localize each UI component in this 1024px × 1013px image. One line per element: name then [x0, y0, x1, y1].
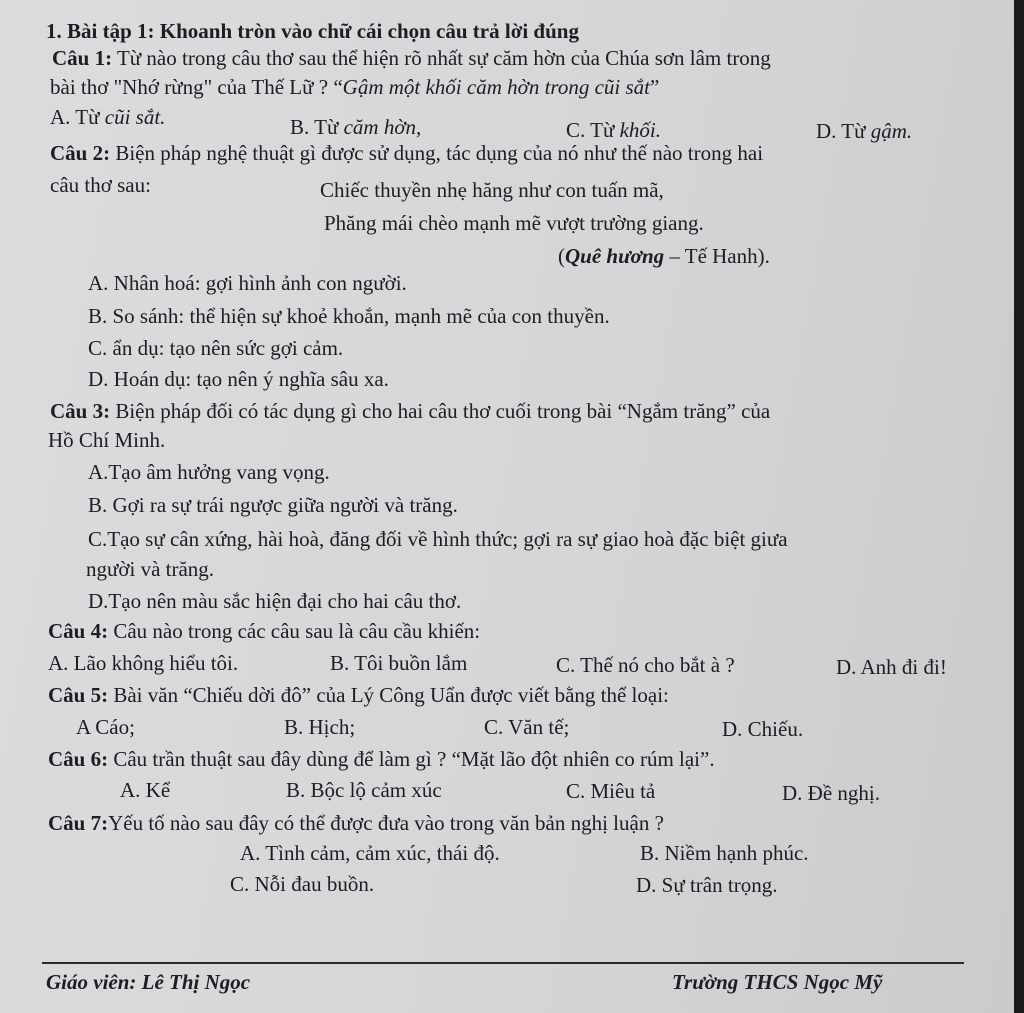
q1-option-c-word: khối.	[619, 118, 661, 142]
q1-text-2b: ”	[649, 75, 660, 99]
q2-line-2: câu thơ sau:	[50, 173, 151, 197]
q1-option-d-word: gậm.	[870, 119, 913, 143]
q3-option-d: D.Tạo nên màu sắc hiện đại cho hai câu thơ.	[88, 589, 462, 613]
q3-label: Câu 3:	[50, 399, 111, 423]
q4-text: Câu nào trong các câu sau là câu cầu khiến:	[113, 619, 481, 643]
exercise-title: 1. Bài tập 1: Khoanh tròn vào chữ cái chọn câu trả lời đúng	[46, 19, 579, 43]
q1-line-1	[52, 45, 771, 71]
q2-line-1	[50, 140, 763, 166]
q4-option-d: D. Anh đi đi!	[836, 655, 947, 679]
q6-line	[48, 746, 715, 772]
q4-line	[48, 618, 480, 644]
q1-option-b-prefix: B. Từ	[290, 115, 344, 139]
q2-source	[558, 243, 770, 269]
q5-line	[48, 682, 669, 708]
q2-label: Câu 2:	[50, 141, 111, 165]
q3-option-a: A.Tạo âm hưởng vang vọng.	[88, 460, 330, 484]
footer-divider	[42, 962, 964, 964]
footer-teacher: Giáo viên: Lê Thị Ngọc	[46, 970, 251, 994]
q5-option-d: D. Chiếu.	[722, 717, 804, 741]
q5-option-b: B. Hịch;	[284, 715, 356, 739]
q7-text: Yếu tố nào sau đây có thể được đưa vào trong văn bản nghị luận ?	[108, 811, 664, 835]
q3-option-c-line-1: C.Tạo sự cân xứng, hài hoà, đăng đối về hình thức; gợi ra sự giao hoà đặc biệt giưa	[88, 527, 788, 551]
q5-label: Câu 5:	[48, 683, 109, 707]
q1-option-b	[290, 114, 421, 140]
q2-option-a: A. Nhân hoá: gợi hình ảnh con người.	[88, 271, 407, 295]
q7-option-d: D. Sự trân trọng.	[636, 873, 778, 897]
q7-option-c: C. Nỗi đau buồn.	[230, 872, 375, 896]
q2-option-b: B. So sánh: thể hiện sự khoẻ khoắn, mạnh mẽ của con thuyền.	[88, 304, 610, 328]
q4-label: Câu 4:	[48, 619, 109, 643]
q3-option-c-line-2: người và trăng.	[86, 557, 215, 581]
q7-option-b: B. Niềm hạnh phúc.	[640, 841, 809, 865]
q4-option-a: A. Lão không hiểu tôi.	[48, 651, 239, 675]
q2-verse-2: Phăng mái chèo mạnh mẽ vượt trường giang.	[324, 211, 704, 235]
q1-option-c-prefix: C. Từ	[566, 118, 620, 142]
q1-option-b-word: căm hờn,	[343, 115, 422, 139]
q1-option-a	[50, 104, 165, 130]
q1-option-d-prefix: D. Từ	[816, 119, 871, 143]
q1-quote: Gậm một khối căm hờn trong cũi sắt	[342, 75, 650, 99]
q3-text-1: Biện pháp đối có tác dụng gì cho hai câu thơ cuối trong bài “Ngắm trăng” của	[115, 399, 771, 423]
q4-option-b: B. Tôi buồn lắm	[330, 651, 468, 675]
q7-option-a: A. Tình cảm, cảm xúc, thái độ.	[240, 841, 500, 865]
q2-option-d: D. Hoán dụ: tạo nên ý nghĩa sâu xa.	[88, 367, 389, 391]
q5-option-a: A Cáo;	[76, 715, 135, 739]
q6-label: Câu 6:	[48, 747, 109, 771]
q1-line-2	[50, 74, 659, 100]
q5-option-c: C. Văn tế;	[484, 715, 570, 739]
q1-text-2a: bài thơ "Nhớ rừng" của Thế Lữ ? “	[50, 75, 343, 99]
q1-option-a-prefix: A. Từ	[50, 105, 105, 129]
q7-label: Câu 7:	[48, 811, 109, 835]
q2-source-rest: – Tế Hanh).	[664, 244, 770, 268]
footer-school: Trường THCS Ngọc Mỹ	[672, 970, 883, 994]
q7-line	[48, 810, 664, 836]
q1-option-a-word: cũi sắt.	[104, 105, 166, 129]
q1-option-d	[816, 118, 912, 144]
q2-option-c: C. ẩn dụ: tạo nên sức gợi cảm.	[88, 336, 344, 360]
q2-source-title: Quê hương	[565, 244, 665, 268]
q1-text-1: Từ nào trong câu thơ sau thể hiện rõ nhất sự căm hờn của Chúa sơn lâm trong	[116, 46, 771, 70]
q4-option-c: C. Thế nó cho bắt à ?	[556, 653, 735, 677]
q3-line-1	[50, 398, 770, 424]
q3-line-2: Hồ Chí Minh.	[48, 428, 166, 452]
q6-text: Câu trần thuật sau đây dùng để làm gì ? “Mặt lão đột nhiên co rúm lại”.	[113, 747, 715, 771]
q6-option-a: A. Kể	[120, 778, 171, 802]
q2-text-1: Biện pháp nghệ thuật gì được sử dụng, tác dụng của nó như thế nào trong hai	[115, 141, 764, 165]
q6-option-c: C. Miêu tả	[566, 779, 656, 803]
q2-source-open: (	[558, 244, 565, 268]
q2-verse-1: Chiếc thuyền nhẹ hăng như con tuấn mã,	[320, 178, 664, 202]
q3-option-b: B. Gợi ra sự trái ngược giữa người và trăng.	[88, 493, 458, 517]
q5-text: Bài văn “Chiếu dời đô” của Lý Công Uẩn được viết bằng thể loại:	[113, 683, 669, 707]
q6-option-d: D. Đề nghị.	[782, 781, 880, 805]
photo-right-edge	[1014, 0, 1024, 1013]
q6-option-b: B. Bộc lộ cảm xúc	[286, 778, 442, 802]
q1-label: Câu 1:	[52, 46, 113, 70]
